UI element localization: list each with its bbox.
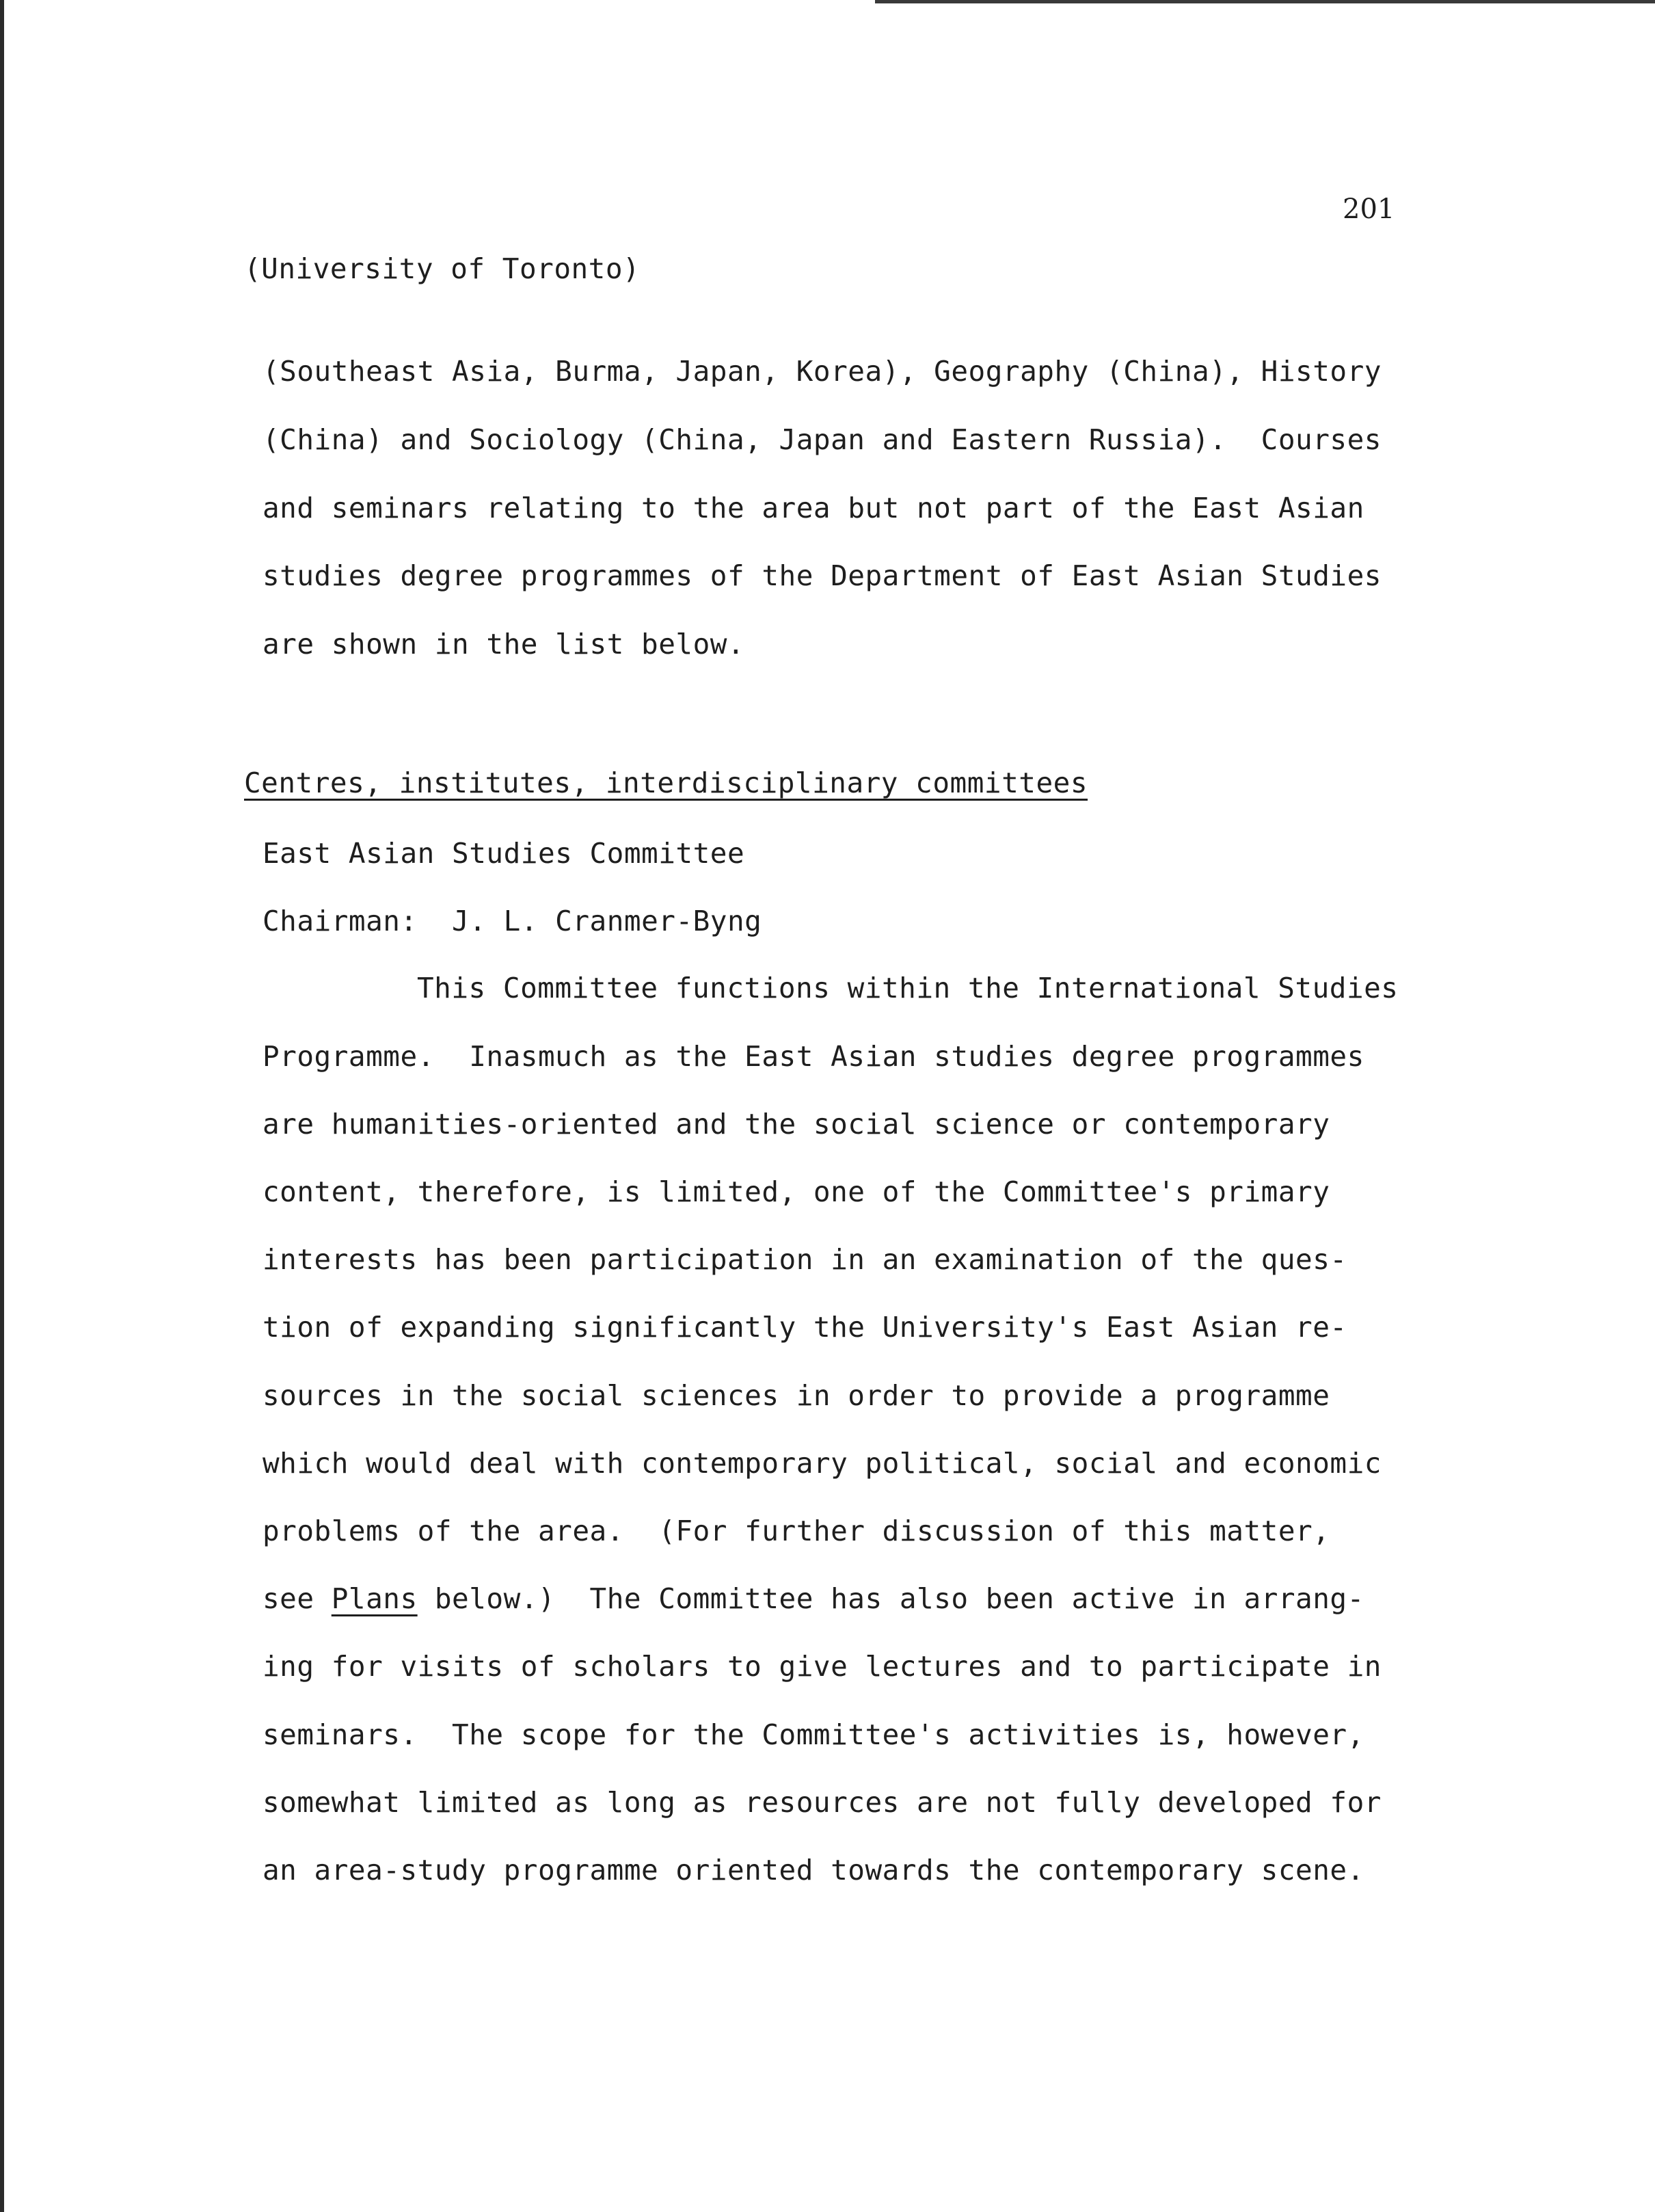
body-line-8: which would deal with contemporary political, social and economic — [263, 1447, 1382, 1480]
body-line-14: an area-study programme oriented towards the contemporary scene. — [263, 1854, 1364, 1887]
body-line-5: interests has been participation in an examination of the ques- — [263, 1243, 1347, 1276]
body-line-1: This Committee functions within the International Studies — [417, 972, 1399, 1004]
body-line-10 — [263, 1582, 1364, 1616]
body-line-12: seminars. The scope for the Committee's activities is, however, — [263, 1718, 1364, 1751]
page-number: 201 — [1343, 194, 1395, 225]
body-line-13: somewhat limited as long as resources are not fully developed for — [263, 1786, 1382, 1819]
body-line-11: ing for visits of scholars to give lectures and to participate in — [263, 1650, 1382, 1683]
intro-line-2: (China) and Sociology (China, Japan and Eastern Russia). Courses — [263, 423, 1382, 456]
body-line-6: tion of expanding significantly the University's East Asian re- — [263, 1311, 1347, 1344]
body-line-3: are humanities-oriented and the social science or contemporary — [263, 1108, 1330, 1141]
intro-line-1: (Southeast Asia, Burma, Japan, Korea), Geography (China), History — [263, 355, 1382, 388]
page-header: (University of Toronto) — [244, 252, 641, 285]
body-line-4: content, therefore, is limited, one of the Committee's primary — [263, 1175, 1330, 1208]
scan-top-edge — [875, 0, 1655, 3]
committee-name: East Asian Studies Committee — [263, 837, 745, 870]
body-line-7: sources in the social sciences in order to provide a programme — [263, 1379, 1330, 1412]
scan-left-edge — [0, 0, 4, 2212]
section-heading: Centres, institutes, interdisciplinary committees — [244, 767, 1088, 799]
intro-line-4: studies degree programmes of the Department of East Asian Studies — [263, 559, 1382, 592]
intro-line-3: and seminars relating to the area but not part of the East Asian — [263, 492, 1364, 524]
intro-line-5: are shown in the list below. — [263, 628, 745, 661]
body-line-9: problems of the area. (For further discussion of this matter, — [263, 1515, 1330, 1547]
plans-reference: Plans — [331, 1582, 418, 1615]
plans-line-after: below.) The Committee has also been active in arrang- — [417, 1582, 1364, 1615]
chairman-label: Chairman: — [263, 905, 418, 937]
plans-line-before: see — [263, 1582, 332, 1615]
body-line-2: Programme. Inasmuch as the East Asian studies degree programmes — [263, 1040, 1364, 1073]
chairman-line — [263, 904, 762, 938]
chairman-name: J. L. Cranmer-Byng — [452, 905, 762, 937]
